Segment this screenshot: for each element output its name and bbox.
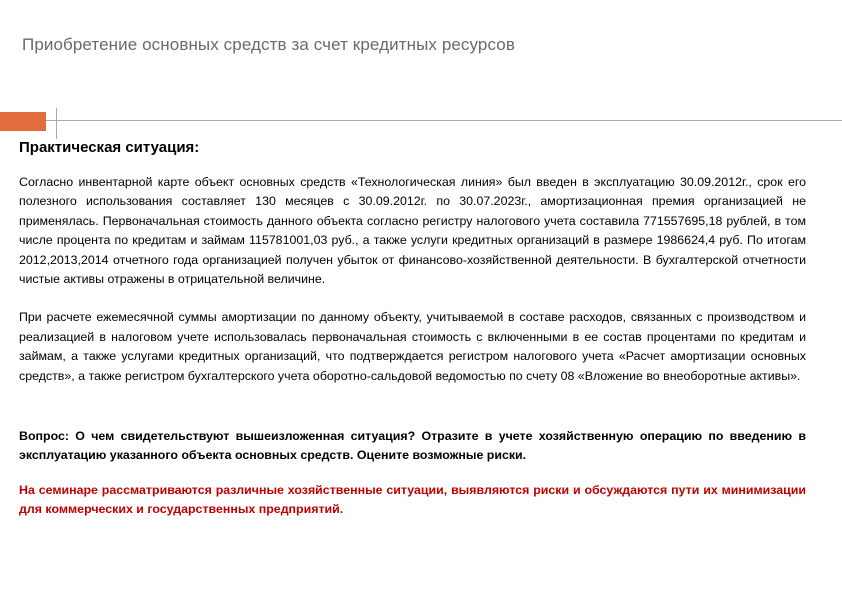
seminar-note: На семинаре рассматриваются различные хозяйственные ситуации, выявляются риски и обсуждаются пути их минимизации для коммерческих и государственных предприятий.: [19, 482, 806, 517]
question-text: Вопрос: О чем свидетельствуют вышеизложенная ситуация? Отразите в учете хозяйственную операцию по введению в эксплуатацию указанного объекта основных средств. Оцените возможные риски.: [19, 429, 806, 463]
slide-title: Приобретение основных средств за счет кредитных ресурсов: [22, 35, 515, 54]
situation-paragraph-2: При расчете ежемесячной суммы амортизации по данному объекту, учитываемой в составе расходов, связанных с производством и реализацией в налоговом учете использовалась первоначальная стоимость с включенными в ее состав процентами по кредитам и займам, а также услугами кредитных организаций, что подтверждается регистром налогового учета «Расчет амортизации основных средств», а также регистром бухгалтерского учета оборотно-сальдовой ведомостью по счету 08 «Вложение во внеоборотные активы».: [19, 310, 806, 383]
vertical-divider: [56, 108, 57, 139]
situation-paragraph-1: Согласно инвентарной карте объект основных средств «Технологическая линия» был введен в эксплуатацию 30.09.2012г., срок его полезного использования составляет 130 месяцев с 30.09.2012г. по 30.07.2023г., амортизационная премия организацией не применялась. Первоначальная стоимость данного объекта согласно регистру налогового учета составила 771557695,18 рублей, в том числе процента по кредитам и займам 115781001,03 руб., а также услуги кредитных организаций в размере 1986624,4 руб. По итогам 2012,2013,2014 отчетного года организацией получен убыток от финансово-хозяйственной деятельности. В бухгалтерской отчетности чистые активы отражены в отрицательной величине.: [19, 175, 806, 287]
situation-heading: Практическая ситуация:: [19, 139, 200, 156]
accent-block: [0, 112, 46, 131]
horizontal-divider: [46, 120, 842, 121]
slide-content: [19, 138, 806, 520]
